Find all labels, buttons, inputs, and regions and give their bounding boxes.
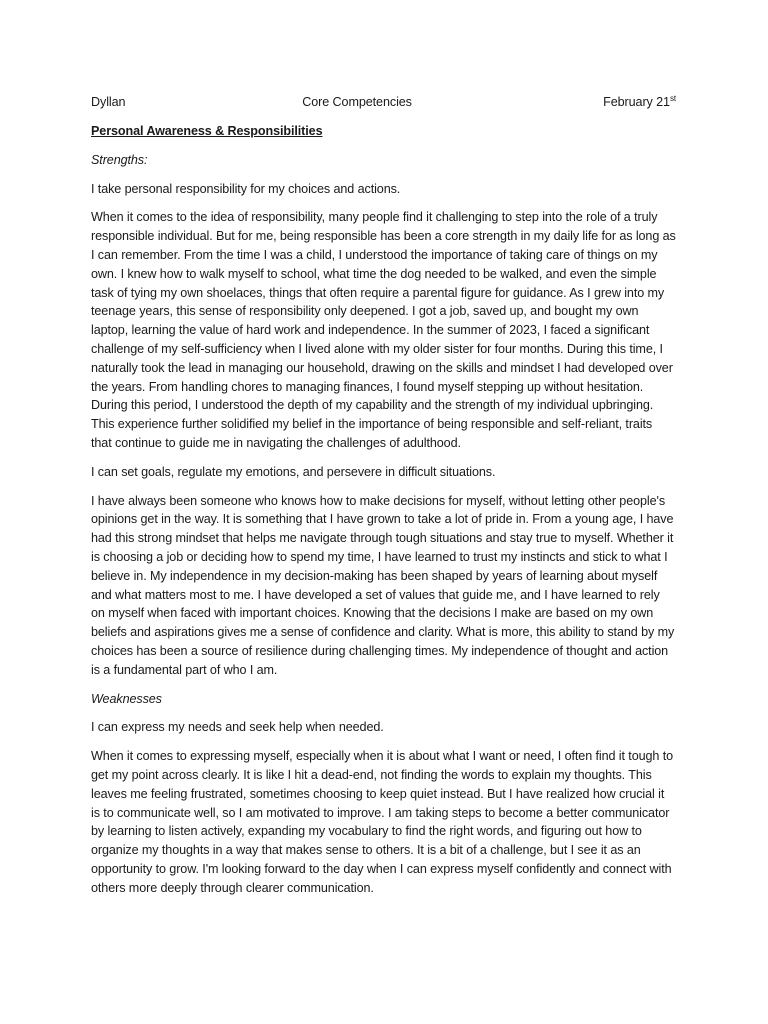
date-suffix: st	[669, 93, 676, 103]
weakness-statement: I can express my needs and seek help when needed.	[91, 720, 384, 735]
section-title: Personal Awareness & Responsibilities	[91, 124, 323, 138]
strength-statement: I take personal responsibility for my choices and actions.	[91, 181, 401, 196]
strengths-heading: Strengths:	[91, 152, 148, 167]
strength-body: I have always been someone who knows how to make decisions for myself, without letting other people's opinions get in the way. It is something that I have grown to take a lot of pride in. From a young age, I have had this strong mindset that helps me navigate through tough situations and stay true to myself. Whether it is choosing a job or deciding how to spend my time, I have learned to trust my instincts and stick to what I believe in. My independence in my decision-making has been shaped by years of learning about myself and what matters most to me. I have developed a set of values that guide me, and I have learned to rely on myself when faced with important choices. Knowing that the decisions I make are based on my own beliefs and aspirations gives me a sense of confidence and clarity. What is more, this ability to stand by my choices has been a source of resilience during challenging times. My independence of thought and action is a fundamental part of who I am.	[91, 493, 675, 677]
weaknesses-heading: Weaknesses	[91, 691, 162, 706]
date-text: February 21	[603, 95, 670, 109]
document-page	[91, 93, 676, 907]
weakness-body: When it comes to expressing myself, especially when it is about what I want or need, I often find it tough to get my point across clearly. It is like I hit a dead-end, not finding the words to explain my thoughts. This leaves me feeling frustrated, sometimes choosing to keep quiet instead. But I have realized how crucial it is to communicate well, so I am motivated to improve. I am taking steps to become a better communicator by learning to listen actively, expanding my vocabulary to find the right words, and figuring out how to organize my thoughts in a way that makes sense to others. It is a bit of a challenge, but I see it as an opportunity to grow. I'm looking forward to the day when I can express myself confidently and connect with others more deeply through clearer communication.	[91, 749, 674, 895]
strength-statement: I can set goals, regulate my emotions, and persevere in difficult situations.	[91, 464, 496, 479]
author-name: Dyllan	[91, 95, 126, 109]
document-title: Core Competencies	[302, 95, 412, 109]
document-header	[91, 93, 676, 112]
document-date	[603, 93, 676, 112]
strength-body: When it comes to the idea of responsibility, many people find it challenging to step into the role of a truly responsible individual. But for me, being responsible has been a core strength in my daily life for as long as I can remember. From the time I was a child, I understood the importance of taking care of things on my own. I knew how to walk myself to school, what time the dog needed to be walked, and even the simple task of tying my own shoelaces, things that often require a parental figure for guidance. As I grew into my teenage years, this sense of responsibility only deepened. I got a job, saved up, and bought my own laptop, learning the value of hard work and independence. In the summer of 2023, I faced a significant challenge of my self-sufficiency when I lived alone with my older sister for four months. During this time, I naturally took the lead in managing our household, drawing on the skills and mindset I had developed over the years. From handling chores to managing finances, I found myself stepping up without hesitation. During this period, I understood the depth of my capability and the strength of my individual upbringing. This experience further solidified my belief in the importance of being responsible and self-reliant, traits that continue to guide me in navigating the challenges of adulthood.	[91, 210, 676, 450]
